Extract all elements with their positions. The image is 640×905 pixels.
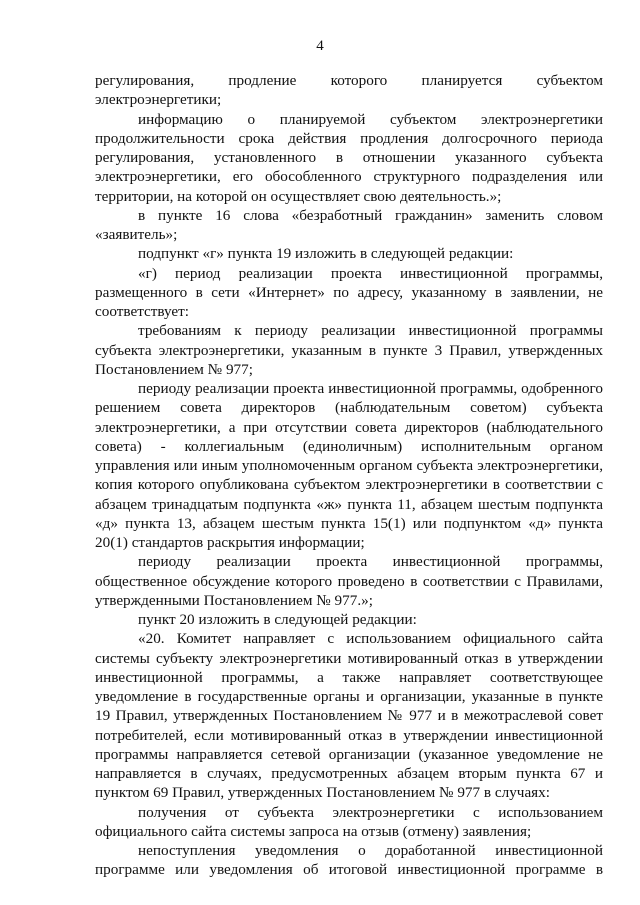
text-line: субъекта электроэнергетики, указанным в пункте 3 Правил, утвержденных	[95, 341, 603, 359]
text-line: совета) - коллегиальным (единоличным) исполнительным органом	[95, 437, 603, 455]
text-line: электроэнергетики;	[95, 91, 222, 109]
text-line: регулирования, установленного в отношении указанного субъекта	[95, 149, 603, 166]
text-line: подпункт «г» пункта 19 изложить в следующей редакции:	[138, 245, 514, 263]
text-line: информацию о планируемой субъектом электроэнергетики	[138, 110, 603, 128]
text-line: системы субъекту электроэнергетики мотивированный отказ в утверждении	[95, 649, 603, 667]
text-line: копия которого опубликована субъектом электроэнергетики в соответствии с	[95, 476, 603, 494]
text-line: продолжительности срока действия продления долгосрочного периода	[95, 129, 603, 147]
text-line: периоду реализации проекта инвестиционной программы, одобренного	[138, 380, 603, 397]
text-line: регулирования, продление которого планируется субъектом	[95, 72, 603, 89]
text-line: программе или уведомления об итоговой инвестиционной программе в	[95, 861, 603, 879]
text-line: территории, на которой он осуществляет свою деятельность.»;	[95, 187, 502, 205]
document-body	[95, 71, 603, 880]
text-line: соответствует:	[95, 303, 190, 320]
text-line: Постановлением № 977;	[95, 360, 253, 378]
text-line: «д» пункта 13, абзацем шестым пункта 15(1) или подпунктом «д» пункта	[95, 514, 603, 532]
text-line: 20(1) стандартов раскрытия информации;	[95, 534, 365, 551]
page-number: 4	[316, 38, 324, 54]
text-line: электроэнергетики, его обособленного структурного подразделения или	[95, 168, 603, 186]
text-line: 19 Правил, утвержденных Постановлением № 977 и в межотраслевой совет	[95, 707, 603, 725]
text-line: направляется в случаях, предусмотренных абзацем вторым пункта 67 и	[95, 765, 603, 782]
text-line: инвестиционной программы, а также направляет соответствующее	[95, 668, 603, 686]
text-line: управления или иным уполномоченным органом субъекта электроэнергетики,	[95, 457, 603, 474]
text-line: периоду реализации проекта инвестиционной программы,	[138, 553, 603, 571]
text-line: «20. Комитет направляет с использованием официального сайта	[138, 630, 603, 648]
text-line: потребителей, если мотивированный отказ в утверждении инвестиционной	[95, 726, 603, 744]
text-line: официального сайта системы запроса на отзыв (отмену) заявления;	[95, 822, 532, 840]
text-line: «г) период реализации проекта инвестиционной программы,	[138, 264, 603, 282]
text-line: требованиям к периоду реализации инвестиционной программы	[138, 322, 603, 340]
text-line: пунктом 69 Правил, утвержденных Постановлением № 977 в случаях:	[95, 784, 550, 802]
text-line: в пункте 16 слова «безработный гражданин» заменить словом	[138, 206, 603, 224]
text-line: уведомление в государственные органы и организации, указанные в пункте	[95, 688, 603, 705]
text-line: электроэнергетики, а при отсутствии совета директоров (наблюдательного	[95, 418, 603, 436]
text-line: непоступления уведомления о доработанной инвестиционной	[138, 842, 603, 859]
text-line: получения от субъекта электроэнергетики с использованием	[138, 803, 603, 821]
text-line: решением совета директоров (наблюдательным советом) субъекта	[95, 399, 603, 417]
text-line: абзацем тринадцатым подпункта «ж» пункта 11, абзацем шестым подпункта	[95, 495, 603, 513]
text-line: утвержденными Постановлением № 977.»;	[95, 591, 373, 609]
text-line: пункт 20 изложить в следующей редакции:	[138, 611, 417, 628]
text-line: общественное обсуждение которого проведено в соответствии с Правилами,	[95, 572, 603, 590]
text-line: программы направляется сетевой организации (указанное уведомление не	[95, 745, 603, 763]
text-line: размещенного в сети «Интернет» по адресу, указанному в заявлении, не	[95, 283, 603, 301]
text-line: «заявитель»;	[95, 226, 178, 243]
